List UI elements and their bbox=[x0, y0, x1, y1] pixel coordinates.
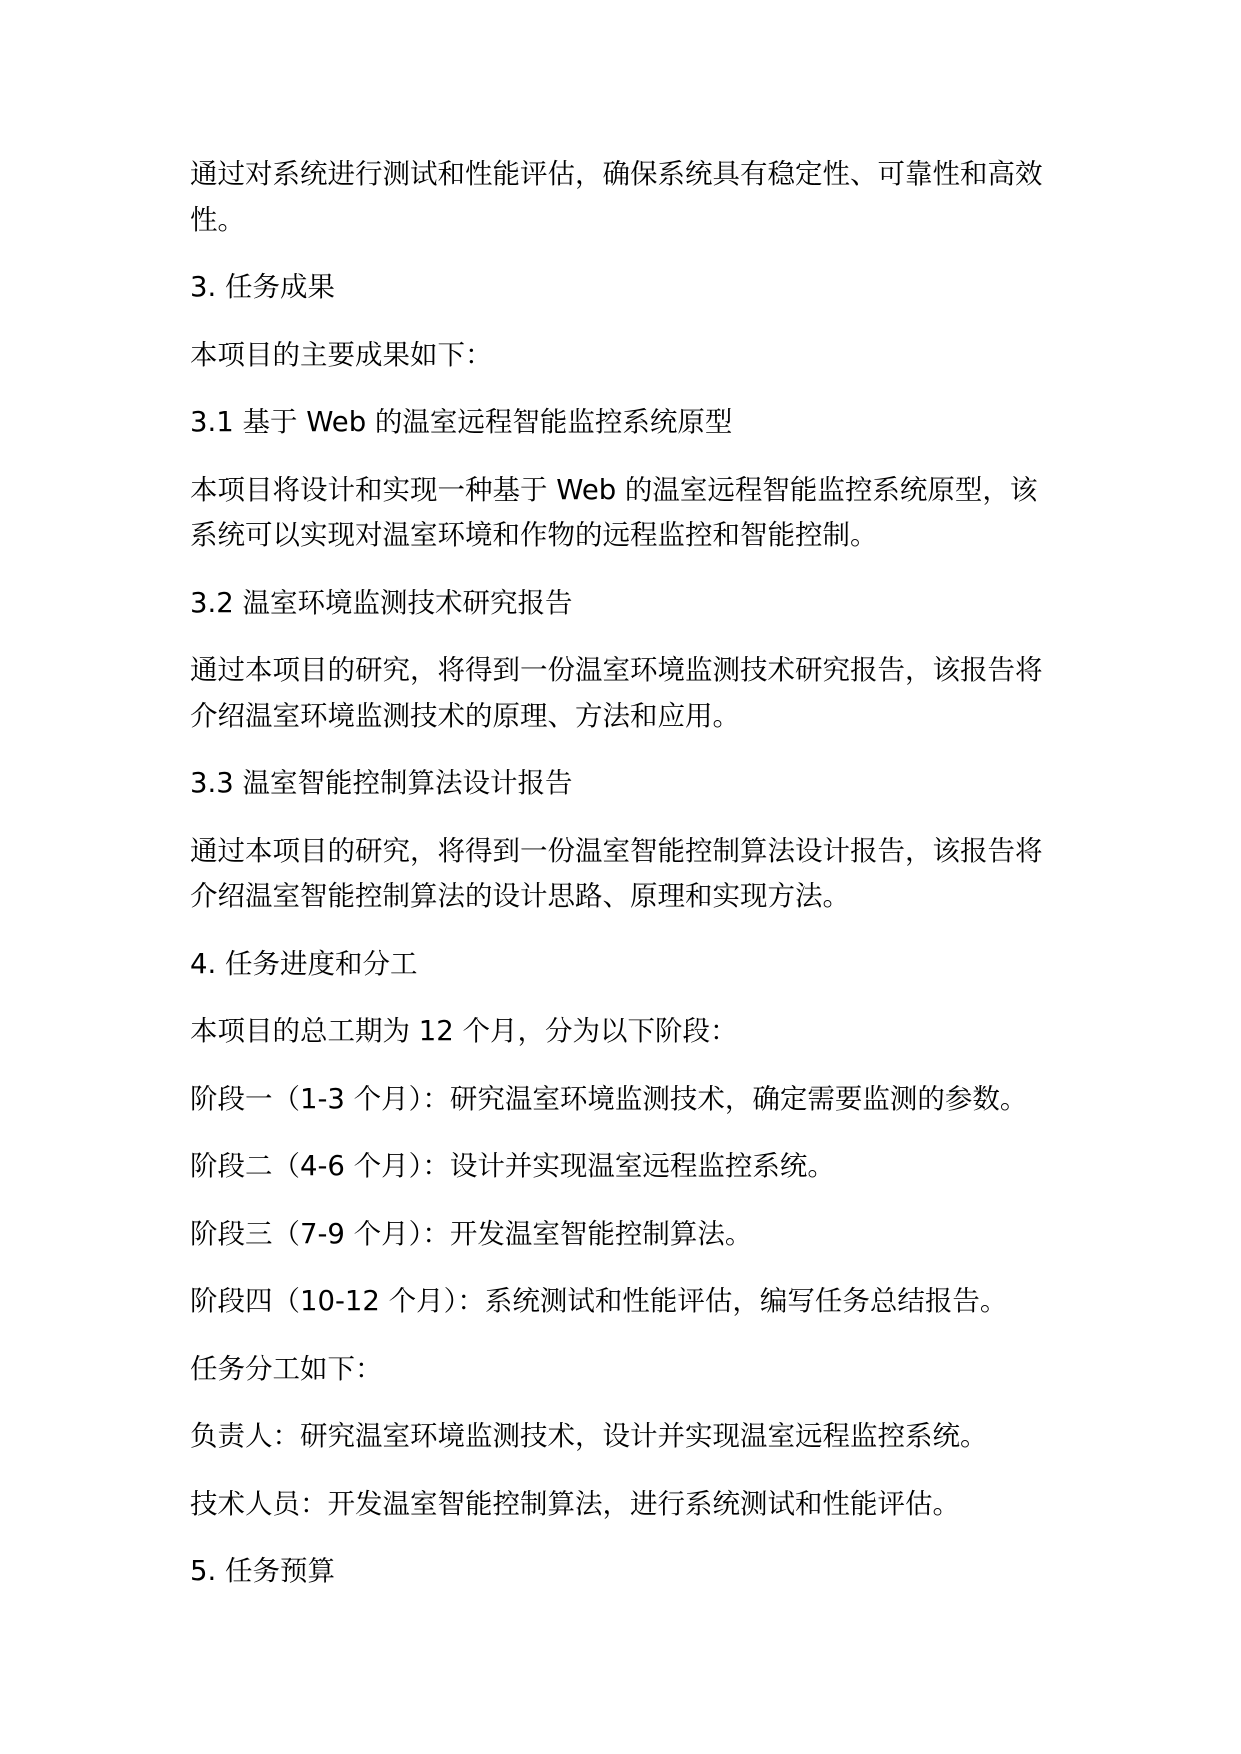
subsection-heading: 3.1 基于 Web 的温室远程智能监控系统原型 bbox=[190, 406, 733, 438]
section-heading: 5. 任务预算 bbox=[190, 1555, 335, 1587]
phase-item: 阶段二（4-6 个月）：设计并实现温室远程监控系统。 bbox=[190, 1150, 835, 1182]
section-heading: 4. 任务进度和分工 bbox=[190, 947, 418, 980]
phase-item: 阶段四（10-12 个月）：系统测试和性能评估，编写任务总结报告。 bbox=[190, 1285, 1008, 1317]
body-paragraph: 通过本项目的研究，将得到一份温室环境监测技术研究报告，该报告将介绍温室环境监测技术的原理、方法和应用。 bbox=[190, 654, 1043, 732]
assignment-item: 技术人员：开发温室智能控制算法，进行系统测试和性能评估。 bbox=[190, 1487, 960, 1520]
subsection-heading: 3.2 温室环境监测技术研究报告 bbox=[190, 586, 573, 619]
phase-item: 阶段三（7-9 个月）：开发温室智能控制算法。 bbox=[190, 1217, 753, 1250]
body-paragraph: 本项目将设计和实现一种基于 Web 的温室远程智能监控系统原型，该系统可以实现对温室环境和作物的远程监控和智能控制。 bbox=[190, 473, 1038, 551]
body-paragraph: 通过本项目的研究，将得到一份温室智能控制算法设计报告，该报告将介绍温室智能控制算法的设计思路、原理和实现方法。 bbox=[190, 834, 1043, 912]
body-paragraph: 本项目的主要成果如下： bbox=[190, 338, 493, 371]
phase-item: 阶段一（1-3 个月）：研究温室环境监测技术，确定需要监测的参数。 bbox=[190, 1082, 1028, 1115]
subsection-heading: 3.3 温室智能控制算法设计报告 bbox=[190, 767, 573, 799]
section-heading: 3. 任务成果 bbox=[190, 271, 335, 303]
assignment-item: 负责人：研究温室环境监测技术，设计并实现温室远程监控系统。 bbox=[190, 1420, 988, 1452]
document-body bbox=[190, 152, 1055, 1617]
body-paragraph: 通过对系统进行测试和性能评估，确保系统具有稳定性、可靠性和高效性。 bbox=[190, 158, 1043, 236]
body-paragraph: 本项目的总工期为 12 个月，分为以下阶段： bbox=[190, 1015, 738, 1047]
body-paragraph: 任务分工如下： bbox=[190, 1352, 383, 1385]
